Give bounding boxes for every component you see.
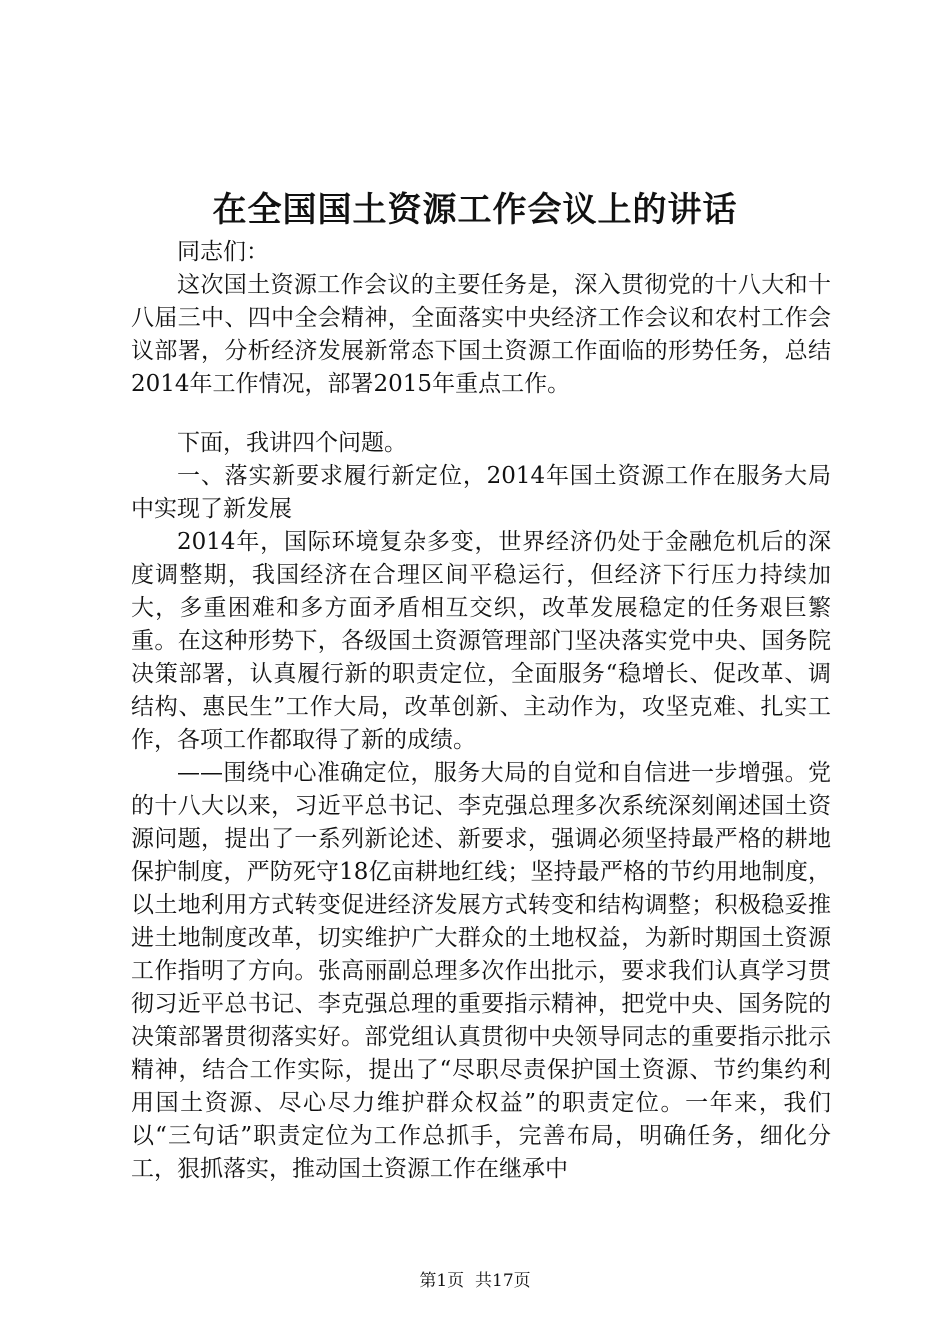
paragraph-positioning: ——围绕中心准确定位，服务大局的自觉和自信进一步增强。党的十八大以来，习近平总书记、李克强总理多次系统深刻阐述国土资源问题，提出了一系列新论述、新要求，强调必须坚持最严格的耕地保护制度，严防死守18亿亩耕地红线；坚持最严格的节约用地制度，以土地利用方式转变促进经济发展方式转变和结构调整；积极稳妥推进土地制度改革，切实维护广大群众的土地权益，为新时期国土资源工作指明了方向。张高丽副总理多次作出批示，要求我们认真学习贯彻习近平总书记、李克强总理的重要指示精神，把党中央、国务院的决策部署贯彻落实好。部党组认真贯彻中央领导同志的重要指示批示精神，结合工作实际，提出了“尽职尽责保护国土资源、节约集约利用国土资源、尽心尽力维护群众权益”的职责定位。一年来，我们以“三句话”职责定位为工作总抓手，完善布局，明确任务，细化分工，狠抓落实，推动国土资源工作在继承中 [131, 760, 831, 1182]
document-title: 在全国国土资源工作会议上的讲话 [212, 190, 738, 230]
section-heading-1: 一、落实新要求履行新定位，2014年国土资源工作在服务大局中实现了新发展 [131, 463, 831, 522]
page-footer [0, 1268, 950, 1294]
page-total: 共17页 [475, 1271, 531, 1291]
salutation: 同志们： [177, 239, 269, 265]
paragraph-outline: 下面，我讲四个问题。 [177, 430, 407, 456]
paragraph-2014-overview: 2014年，国际环境复杂多变，世界经济仍处于金融危机后的深度调整期，我国经济在合理区间平稳运行，但经济下行压力持续加大，多重困难和多方面矛盾相互交织，改革发展稳定的任务艰巨繁重。在这种形势下，各级国土资源管理部门坚决落实党中央、国务院决策部署，认真履行新的职责定位，全面服务“稳增长、促改革、调结构、惠民生”工作大局，改革创新、主动作为，攻坚克难、扎实工作，各项工作都取得了新的成绩。 [131, 529, 831, 753]
page-number: 第1页 [419, 1271, 465, 1291]
document-body [131, 236, 831, 1186]
paragraph-intro: 这次国土资源工作会议的主要任务是，深入贯彻党的十八大和十八届三中、四中全会精神，全面落实中央经济工作会议和农村工作会议部署，分析经济发展新常态下国土资源工作面临的形势任务，总结2014年工作情况，部署2015年重点工作。 [131, 272, 831, 397]
